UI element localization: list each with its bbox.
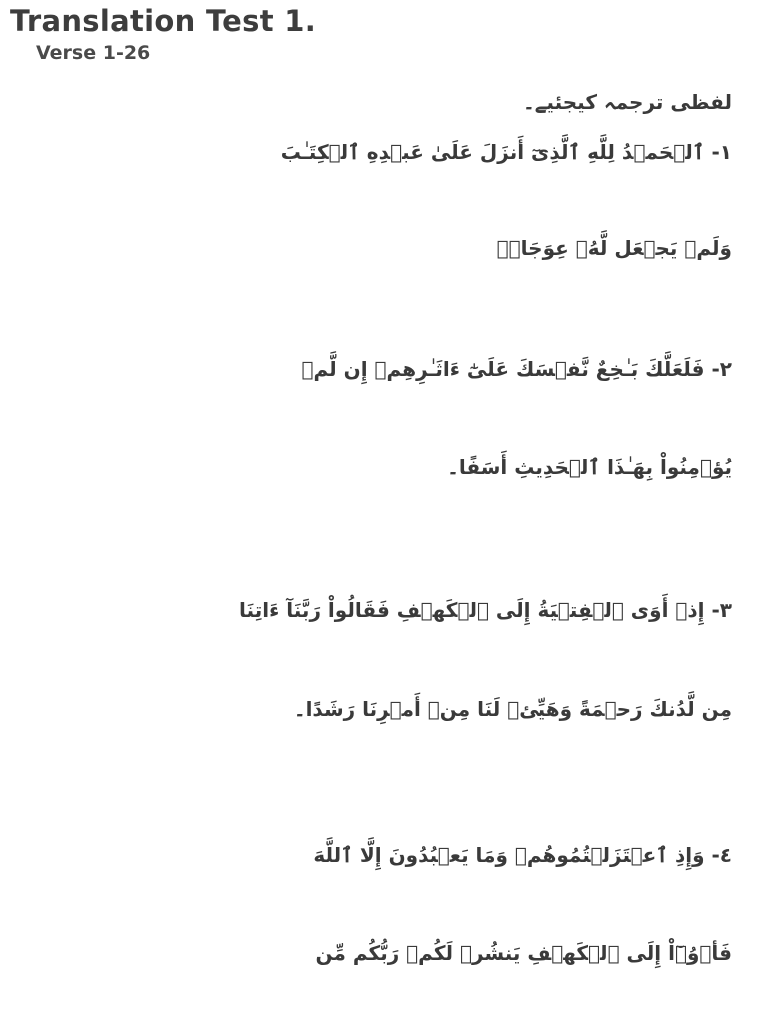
verse-3-line-2: مِن لَّدُنكَ رَحۡمَةً وَهَيِّئۡ لَنَا مِنۡ أَمۡرِنَا رَشَدًا۔ [293, 697, 732, 721]
verse-range-subtitle: Verse 1-26 [36, 42, 151, 64]
page-title: Translation Test 1. [10, 4, 317, 38]
verse-3-line-1: ٣- إِذۡ أَوَى ٱلۡفِتۡيَةُ إِلَى ٱلۡكَهۡفِ فَقَالُواْ رَبَّنَآ ءَاتِنَا [239, 598, 732, 622]
instruction-text: لفظی ترجمہ کیجئیے۔ [522, 90, 732, 114]
verse-2-line-1: ٢- فَلَعَلَّكَ بَـٰخِعٌ نَّفۡسَكَ عَلَىٰٓ ءَاثَـٰرِهِمۡ إِن لَّمۡ [301, 357, 732, 381]
verse-2-line-2: يُؤۡمِنُواْ بِهَـٰذَا ٱلۡحَدِيثِ أَسَفًا۔ [447, 455, 732, 479]
verse-4-line-2: فَأۡوُۥٓاْ إِلَى ٱلۡكَهۡفِ يَنشُرۡ لَكُمۡ رَبُّكُم مِّن [315, 941, 732, 965]
verse-1-line-1: ١- ٱلۡحَمۡدُ لِلَّهِ ٱلَّذِیٓ أَنزَلَ عَلَىٰ عَبۡدِهِ ٱلۡكِتَـٰبَ [280, 140, 732, 164]
verse-1-line-2: وَلَمۡ يَجۡعَل لَّهُۥ عِوَجَاۜ۔ [496, 236, 732, 260]
verse-4-line-1: ٤- وَإِذِ ٱعۡتَزَلۡتُمُوهُمۡ وَمَا يَعۡبُدُونَ إِلَّا ٱللَّهَ [313, 843, 732, 867]
